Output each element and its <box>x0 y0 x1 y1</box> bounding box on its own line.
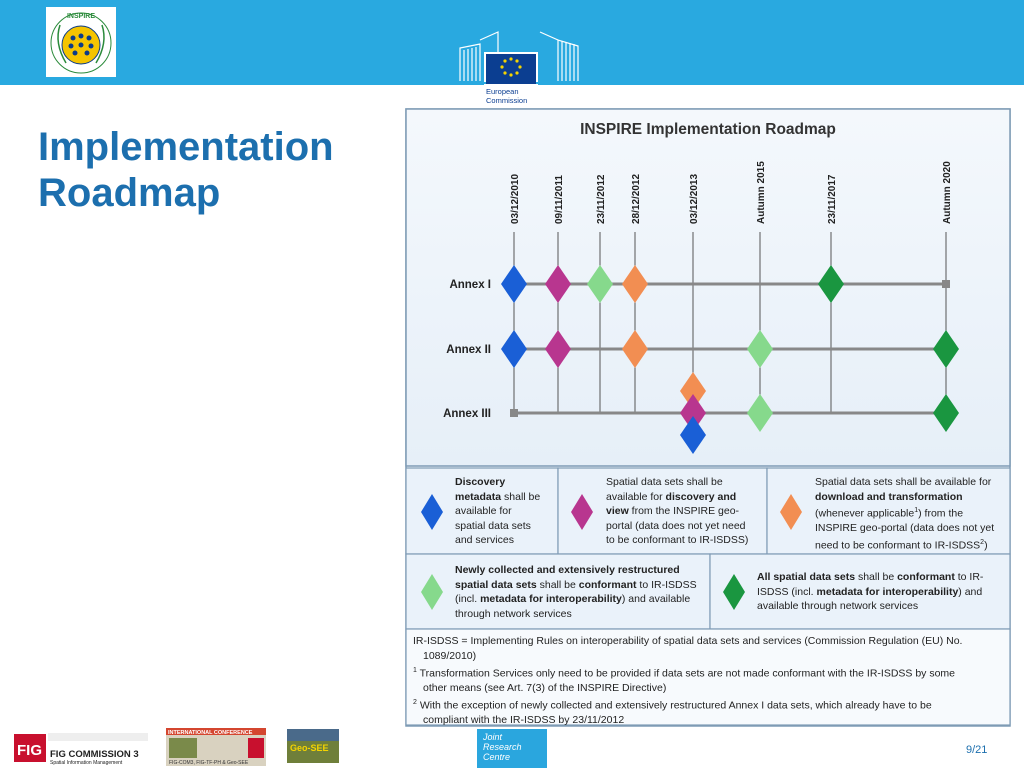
footnote-note2 <box>413 696 1005 713</box>
jrc-line3: Centre <box>483 752 511 762</box>
date-label: 23/11/2012 <box>596 174 607 224</box>
date-label: Autumn 2020 <box>942 161 953 224</box>
jrc-line2: Research <box>483 742 522 752</box>
jrc-line1: Joint <box>483 732 503 742</box>
conference-logo <box>166 728 266 766</box>
footnote-note1 <box>413 664 1005 681</box>
svg-text:INSPIRE: INSPIRE <box>66 13 96 20</box>
legend-discovery-text4: and services <box>455 534 514 546</box>
footnote-line1: IR-ISDSS = Implementing Rules on interoperability of spatial data sets and services (Commission Regulation (EU) No. <box>413 635 963 647</box>
svg-text:FIG: FIG <box>17 742 42 759</box>
slide-title-line2: Roadmap <box>38 171 221 215</box>
legend-all-line1a: All spatial data sets <box>757 571 856 583</box>
row-label: Annex III <box>443 408 491 420</box>
legend-view-line5: to be conformant to IR-ISDSS) <box>606 534 749 546</box>
footnote-line5: With the exception of newly collected and extensively restructured Annex I data sets, which already have to be <box>416 699 932 712</box>
legend-all-line3: available through network services <box>757 600 919 612</box>
legend-view-line4: portal (data does not yet need <box>606 519 746 532</box>
geo-see-logo <box>287 729 339 763</box>
legend-new-line2a: spatial data sets <box>455 578 537 591</box>
row-start-marker <box>510 409 518 417</box>
legend-new-line4: through network services <box>455 607 572 620</box>
geo-see-text: Geo-SEE <box>290 743 329 753</box>
legend-download-line1: Spatial data sets shall be available for <box>815 476 992 488</box>
diagram-title: INSPIRE Implementation Roadmap <box>580 121 836 138</box>
legend-new-line1: Newly collected and extensively restructured <box>455 564 680 576</box>
legend-all-line1c: conformant <box>897 571 955 583</box>
conf-header-text: INTERNATIONAL CONFERENCE <box>168 730 253 736</box>
date-label: 03/12/2013 <box>689 173 700 224</box>
legend-view-line3b: from the INSPIRE geo- <box>628 505 740 517</box>
legend-discovery-bold2: metadata <box>455 490 502 503</box>
footnote-sup2: 2 <box>413 698 417 706</box>
legend-download-line3b: ) from the <box>918 507 964 520</box>
legend-new-line3a: (incl. <box>455 593 481 605</box>
legend-download-sup1: 1 <box>914 507 919 514</box>
row-label: Annex II <box>446 344 491 356</box>
legend-all-line1d: to IR- <box>954 571 984 583</box>
legend-text-download <box>815 475 1010 553</box>
ec-building-graphic <box>458 26 582 109</box>
legend-view-line2a: available for <box>606 490 666 503</box>
inspire-logo-graphic <box>46 7 116 77</box>
slide-title <box>38 124 334 216</box>
legend-download-line5a: need to be conformant to IR-ISDSS <box>815 539 981 551</box>
fig-commission-logo <box>14 731 154 765</box>
legend-new-line3c: ) and available <box>621 593 691 605</box>
date-label: 28/12/2012 <box>631 173 642 224</box>
legend-discovery-text1: shall be <box>501 490 541 503</box>
slide-title-line1: Implementation <box>38 125 334 169</box>
legend-text-all-conformant <box>757 570 1009 614</box>
legend-view-line3a: view <box>606 505 629 517</box>
legend-discovery-text2: available for <box>455 505 512 517</box>
european-commission-logo <box>458 26 582 109</box>
fig-commission-text: FIG COMMISSION 3 <box>50 749 139 760</box>
legend-view-line1: Spatial data sets shall be <box>606 476 723 488</box>
legend-discovery-bold1: Discovery <box>455 476 506 488</box>
legend-download-sup2: 2 <box>980 538 985 546</box>
footnote-line4: other means (see Art. 7(3) of the INSPIRE Directive) <box>423 681 667 694</box>
footnote-line6: compliant with the IR-ISDSS by 23/11/2012 <box>423 713 625 726</box>
fig-subtitle-text: Spatial Information Management <box>50 760 123 765</box>
footnote-sup1: 1 <box>413 666 417 674</box>
jrc-logo <box>477 729 547 768</box>
date-label: 03/12/2010 <box>510 173 521 224</box>
legend-download-line2: download and transformation <box>815 490 963 503</box>
date-label: 09/11/2011 <box>554 175 565 224</box>
legend-text-view <box>606 475 766 548</box>
date-label: 23/11/2017 <box>827 174 838 224</box>
ec-text-european: European <box>486 87 519 96</box>
legend-new-line3b: metadata for interoperability <box>480 593 622 605</box>
legend-all-line2c: ) and <box>958 585 983 598</box>
row-end-marker <box>942 280 950 288</box>
legend-view-line2b: discovery and <box>665 490 737 503</box>
legend-text-discovery <box>455 475 555 548</box>
page-number: 9/21 <box>966 744 988 756</box>
legend-download-line3a: (whenever applicable <box>815 507 915 520</box>
legend-new-line2b: shall be <box>536 578 579 591</box>
legend-all-line1b: shall be <box>855 571 898 583</box>
conf-footer-text: FIG-COM3, FIG-TF-PH & Geo-SEE <box>169 760 249 766</box>
footnote-line3: Transformation Services only need to be provided if data sets are not made conformant with the IR-ISDSS by some <box>416 667 956 680</box>
fig-logo-graphic <box>14 731 154 765</box>
date-label: Autumn 2015 <box>756 161 767 224</box>
legend-text-new-conformant <box>455 563 709 621</box>
legend-discovery-text3: spatial data sets <box>455 519 531 532</box>
legend-all-line2a: ISDSS (incl. <box>757 585 817 598</box>
geo-see-logo-graphic <box>287 729 339 763</box>
footnote <box>413 634 1005 728</box>
conference-logo-graphic <box>166 728 266 766</box>
legend-download-line4: INSPIRE geo-portal (data does not yet <box>815 522 995 534</box>
ec-text-commission: Commission <box>486 96 528 105</box>
legend-new-line2d: to IR-ISDSS <box>636 578 697 591</box>
row-label: Annex I <box>449 279 491 291</box>
legend-download-line5b: ) <box>984 539 988 551</box>
footnote-line2: 1089/2010) <box>423 649 477 662</box>
legend-new-line2c: conformant <box>578 578 637 591</box>
inspire-logo <box>46 7 116 77</box>
legend-all-line2b: metadata for interoperability <box>816 585 959 598</box>
